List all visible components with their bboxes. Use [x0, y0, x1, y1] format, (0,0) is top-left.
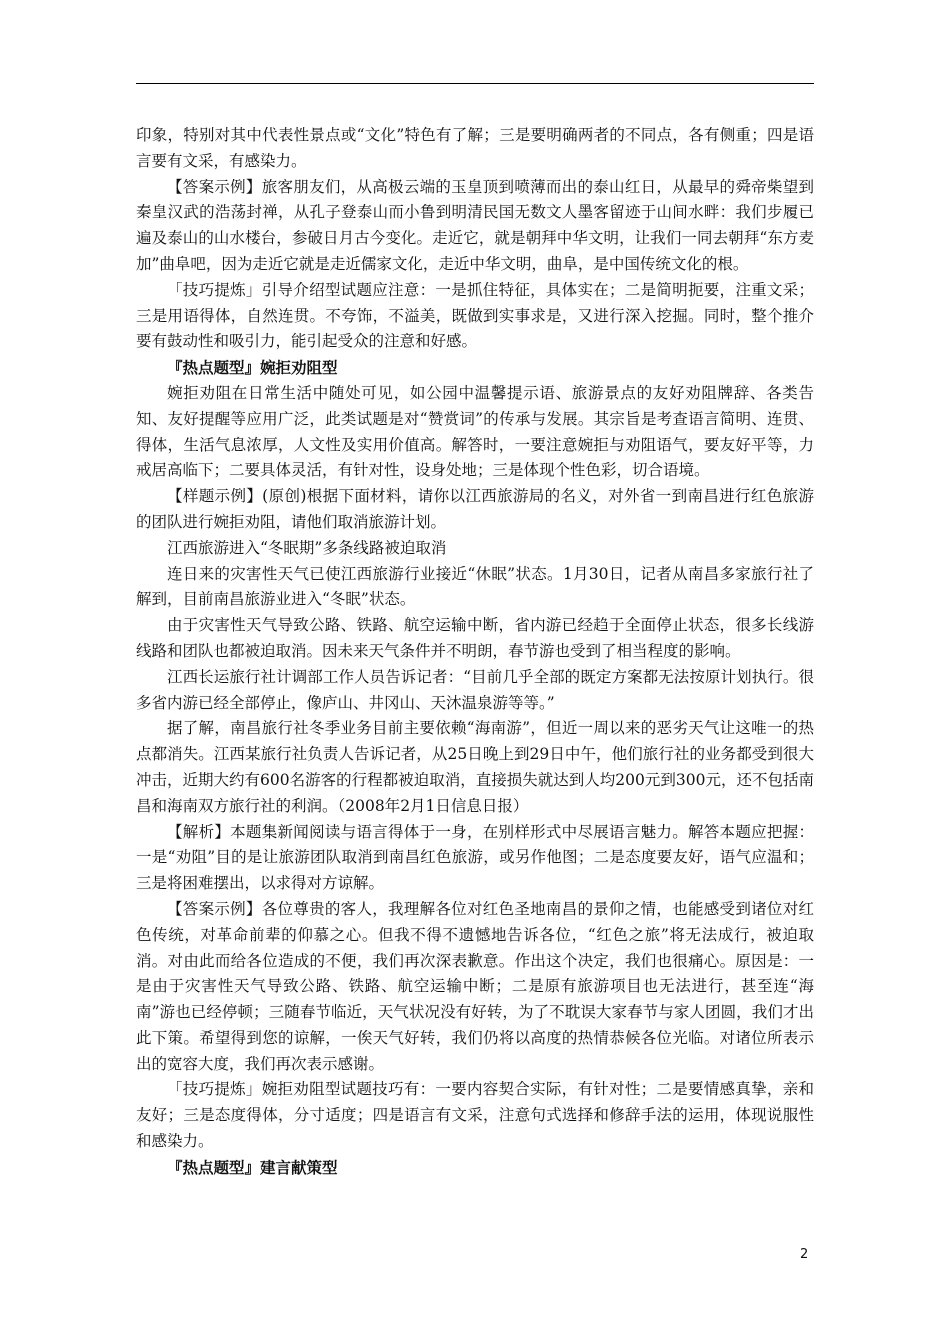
paragraph: 江西长运旅行社计调部工作人员告诉记者：“目前几乎全部的既定方案都无法按原计划执行。很多省内游已经全部停止，像庐山、井冈山、天沐温泉游等等。”: [136, 667, 814, 712]
paragraph: 据了解，南昌旅行社冬季业务目前主要依赖“海南游”，但近一周以来的恶劣天气让这唯一的热点都消失。江西某旅行社负责人告诉记者，从25日晚上到29日中午，他们旅行社的业务都受到很大冲击，近期大约有600名游客的行程都被迫取消，直接损失就达到人均200元到300元，还不包括南昌和海南双方旅行社的利润。（2008年2月1日信息日报）: [136, 719, 814, 815]
paragraph: 江西旅游进入“冬眠期”多条线路被迫取消: [167, 538, 447, 557]
page-number: 2: [800, 1247, 809, 1262]
paragraph: 【样题示例】(原创)根据下面材料，请你以江西旅游局的名义，对外省一到南昌进行红色旅游的团队进行婉拒劝阻，请他们取消旅游计划。: [136, 487, 814, 531]
paragraph: 印象，特别对其中代表性景点或“文化”特色有了解；三是要明确两者的不同点，各有侧重；四是语言要有文采，有感染力。: [136, 126, 814, 170]
section-heading: 『热点题型』建言献策型: [167, 1157, 338, 1177]
paragraph: 「技巧提炼」引导介绍型试题应注意：一是抓住特征，具体实在；二是简明扼要，注重文采；三是用语得体，自然连贯。不夸饰，不溢美，既做到实事求是，又进行深入挖掘。同时，整个推介要有鼓动性和吸引力，能引起受众的注意和好感。: [136, 280, 814, 351]
document-body: [136, 123, 814, 1181]
paragraph: 【解析】本题集新闻阅读与语言得体于一身，在别样形式中尽展语言魅力。解答本题应把握：一是“劝阻”目的是让旅游团队取消到南昌红色旅游，或另作他图；二是态度要友好，语气应温和；三是将困难摆出，以求得对方谅解。: [136, 822, 814, 893]
paragraph: 连日来的灾害性天气已使江西旅游行业接近“休眠”状态。1月30日，记者从南昌多家旅行社了解到，目前南昌旅游业进入“冬眠”状态。: [136, 564, 814, 609]
paragraph: 【答案示例】旅客朋友们，从高极云端的玉皇顶到喷薄而出的泰山红日，从最早的舜帝柴望到秦皇汉武的浩荡封禅，从孔子登泰山而小鲁到明清民国无数文人墨客留迹于山间水畔：我们步履已遍及泰山的山水楼台，参破日月古今变化。走近它，就是朝拜中华文明，让我们一同去朝拜“东方麦加”曲阜吧，因为走近它就是走近儒家文化，走近中华文明，曲阜，是中国传统文化的根。: [136, 177, 814, 273]
paragraph: 婉拒劝阻在日常生活中随处可见，如公园中温馨提示语、旅游景点的友好劝阻牌辞、各类告知、友好提醒等应用广泛，此类试题是对“赞赏词”的传承与发展。其宗旨是考查语言简明、连贯、得体，生活气息浓厚，人文性及实用价值高。解答时，一要注意婉拒与劝阻语气，要友好平等，力戒居高临下；二要具体灵活，有针对性，设身处地；三是体现个性色彩，切合语境。: [136, 383, 814, 480]
paragraph: 「技巧提炼」婉拒劝阻型试题技巧有：一要内容契合实际，有针对性；二是要情感真挚，亲和友好；三是态度得体，分寸适度；四是语言有文采，注意句式选择和修辞手法的运用，体现说服性和感染力。: [136, 1080, 814, 1151]
paragraph: 由于灾害性天气导致公路、铁路、航空运输中断，省内游已经趋于全面停止状态，很多长线游线路和团队也都被迫取消。因未来天气条件并不明朗，春节游也受到了相当程度的影响。: [136, 616, 814, 660]
header-rule: [136, 83, 814, 84]
section-heading: 『热点题型』婉拒劝阻型: [167, 358, 338, 378]
paragraph: 【答案示例】各位尊贵的客人，我理解各位对红色圣地南昌的景仰之情，也能感受到诸位对红色传统，对革命前辈的仰慕之心。但我不得不遗憾地告诉各位，“红色之旅”将无法成行，被迫取消。对由此而给各位造成的不便，我们再次深表歉意。作出这个决定，我们也很痛心。原因是：一是由于灾害性天气导致公路、铁路、航空运输中断；二是原有旅游项目也无法进行，甚至连“海南”游也已经停顿；三随春节临近，天气状况没有好转，为了不耽误大家春节与家人团圆，我们才出此下策。希望得到您的谅解，一俟天气好转，我们仍将以高度的热情恭候各位光临。对诸位所表示出的宽容大度，我们再次表示感谢。: [136, 899, 814, 1073]
